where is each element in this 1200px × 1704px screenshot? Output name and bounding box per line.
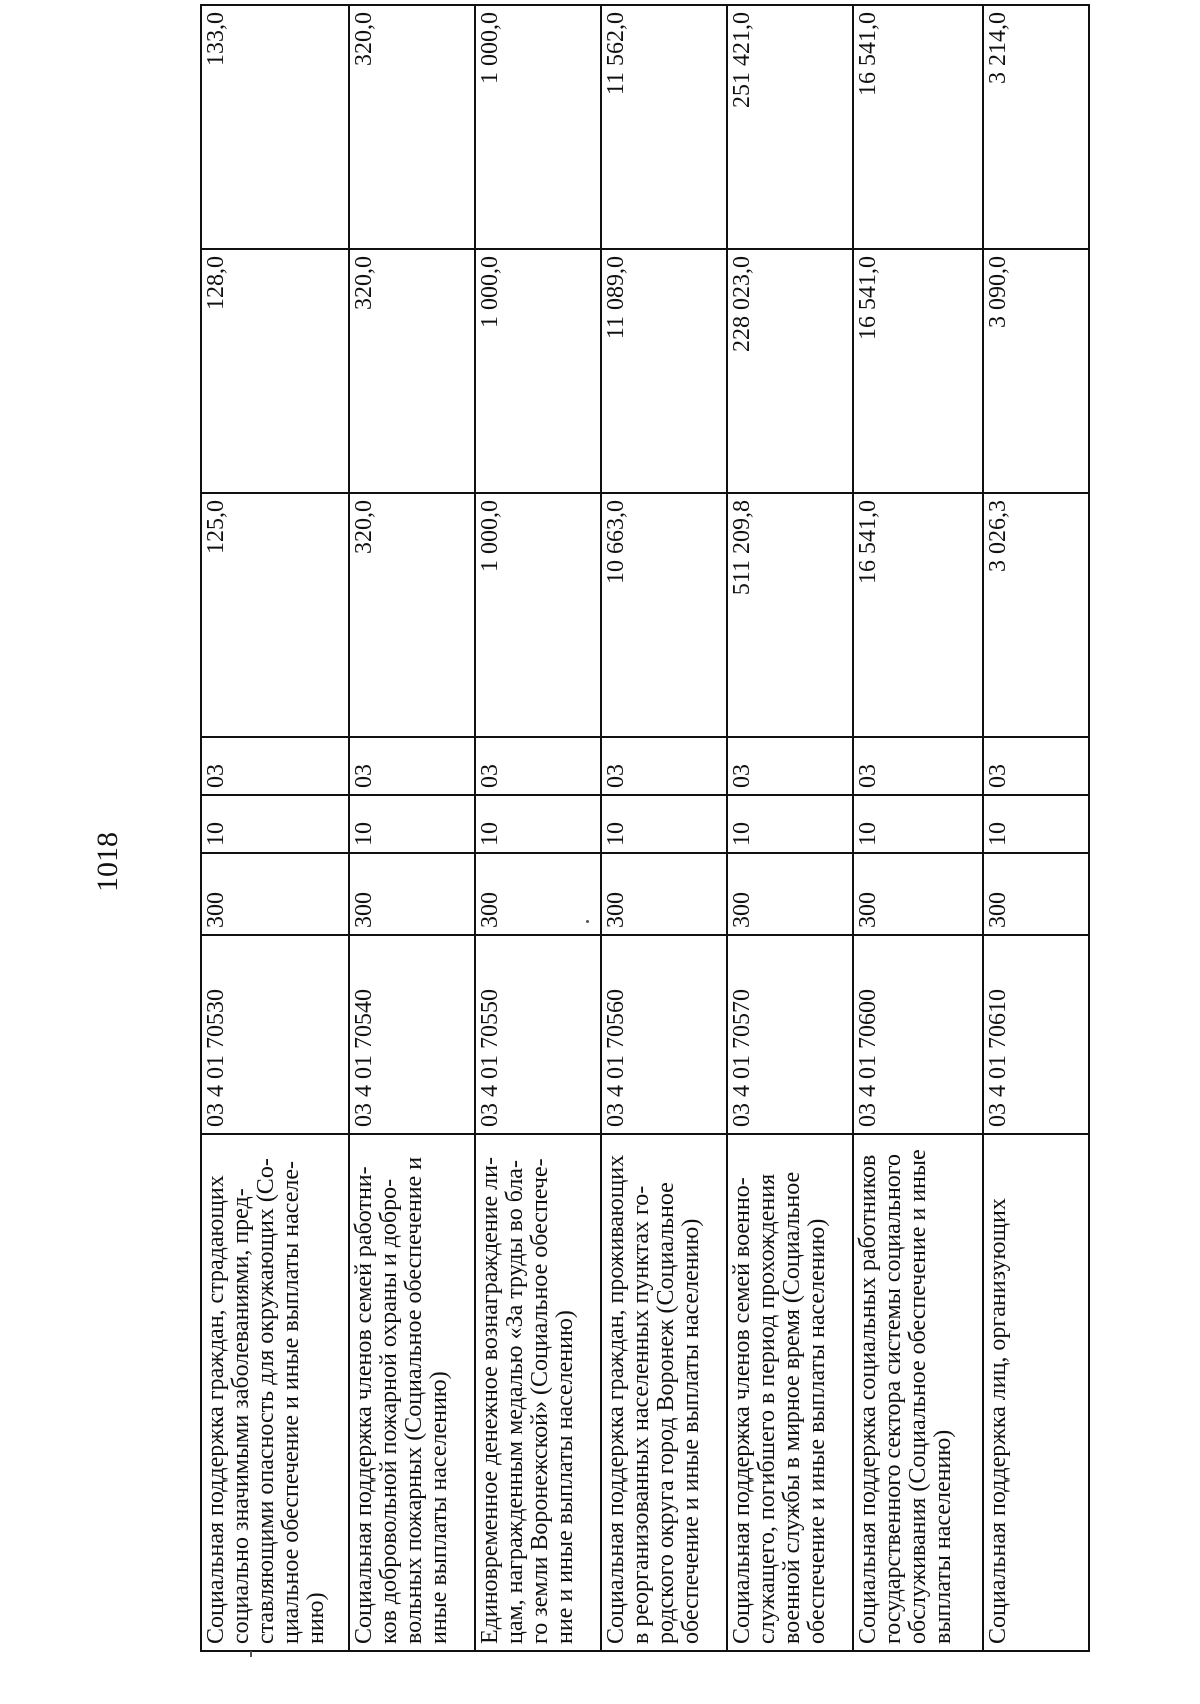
row-vr: 300 — [853, 853, 983, 935]
table-row — [601, 5, 727, 1651]
row-rz: 10 — [349, 795, 475, 853]
row-pr: 03 — [983, 737, 1089, 795]
row-name: Социальная поддержка граждан, страдающих социально значимыми заболеваниями, пред-ставляющими опасность для окружающих (Со-циальное обеспечение и иные выплаты населе-нию) — [201, 1134, 349, 1651]
row-year2: 11 089,0 — [601, 249, 727, 493]
row-code: 03 4 01 70600 — [853, 935, 983, 1134]
row-vr: 300 — [983, 853, 1089, 935]
row-rz: 10 — [853, 795, 983, 853]
table-row — [201, 5, 349, 1651]
row-name: Социальная поддержка членов семей военно-служащего, погибшего в период прохождения военной службы в мирное время (Социальное обеспечение и иные выплаты населению) — [727, 1134, 853, 1651]
row-rz: 10 — [983, 795, 1089, 853]
table-row — [727, 5, 853, 1651]
row-vr: 300 — [601, 853, 727, 935]
table-row — [853, 5, 983, 1651]
scan-mark — [250, 1651, 252, 1657]
row-vr: 300 — [727, 853, 853, 935]
row-rz: 10 — [601, 795, 727, 853]
row-year1: 16 541,0 — [853, 493, 983, 737]
row-year1: 125,0 — [201, 493, 349, 737]
row-year2: 16 541,0 — [853, 249, 983, 493]
row-name: Социальная поддержка социальных работников государственного сектора системы социального обслуживания (Социальное обеспечение и иные выплаты населению) — [853, 1134, 983, 1651]
row-year3: 251 421,0 — [727, 5, 853, 249]
row-code: 03 4 01 70530 — [201, 935, 349, 1134]
table-row — [349, 5, 475, 1651]
row-year1: 10 663,0 — [601, 493, 727, 737]
page-number: 1018 — [91, 832, 124, 892]
row-year1: 3 026,3 — [983, 493, 1089, 737]
row-code: 03 4 01 70570 — [727, 935, 853, 1134]
row-year2: 320,0 — [349, 249, 475, 493]
row-pr: 03 — [601, 737, 727, 795]
row-rz: 10 — [201, 795, 349, 853]
row-year1: 320,0 — [349, 493, 475, 737]
row-pr: 03 — [475, 737, 601, 795]
row-code: 03 4 01 70550 — [475, 935, 601, 1134]
row-year3: 3 214,0 — [983, 5, 1089, 249]
table-row — [475, 5, 601, 1651]
row-year3: 11 562,0 — [601, 5, 727, 249]
row-pr: 03 — [853, 737, 983, 795]
row-year2: 1 000,0 — [475, 249, 601, 493]
rotated-table-container — [200, 12, 1088, 1652]
row-year3: 320,0 — [349, 5, 475, 249]
row-year2: 228 023,0 — [727, 249, 853, 493]
row-name: Социальная поддержка членов семей работни-ков добровольной пожарной охраны и добро-вольных пожарных (Социальное обеспечение и иные выплаты населению) — [349, 1134, 475, 1651]
row-vr: 300 — [475, 853, 601, 935]
row-code: 03 4 01 70540 — [349, 935, 475, 1134]
row-year2: 3 090,0 — [983, 249, 1089, 493]
row-name: Социальная поддержка граждан, проживающих в реорганизованных населенных пунктах го-родского округа город Воронеж (Социальное обеспечение и иные выплаты населению) — [601, 1134, 727, 1651]
row-code: 03 4 01 70610 — [983, 935, 1089, 1134]
row-pr: 03 — [349, 737, 475, 795]
table-row — [983, 5, 1089, 1651]
row-year3: 1 000,0 — [475, 5, 601, 249]
row-year3: 16 541,0 — [853, 5, 983, 249]
row-year3: 133,0 — [201, 5, 349, 249]
row-name: Единовременное денежное вознаграждение ли-цам, награжденным медалью «За труды во бла-го земли Воронежской» (Социальное обеспече-ние и иные выплаты населению) — [475, 1134, 601, 1651]
row-year1: 1 000,0 — [475, 493, 601, 737]
row-vr: 300 — [349, 853, 475, 935]
row-pr: 03 — [727, 737, 853, 795]
row-year2: 128,0 — [201, 249, 349, 493]
row-vr: 300 — [201, 853, 349, 935]
row-rz: 10 — [475, 795, 601, 853]
row-code: 03 4 01 70560 — [601, 935, 727, 1134]
row-pr: 03 — [201, 737, 349, 795]
scan-dot — [586, 920, 589, 923]
row-name: Социальная поддержка лиц, организующих — [983, 1134, 1089, 1651]
row-year1: 511 209,8 — [727, 493, 853, 737]
row-rz: 10 — [727, 795, 853, 853]
budget-table — [200, 4, 1090, 1652]
